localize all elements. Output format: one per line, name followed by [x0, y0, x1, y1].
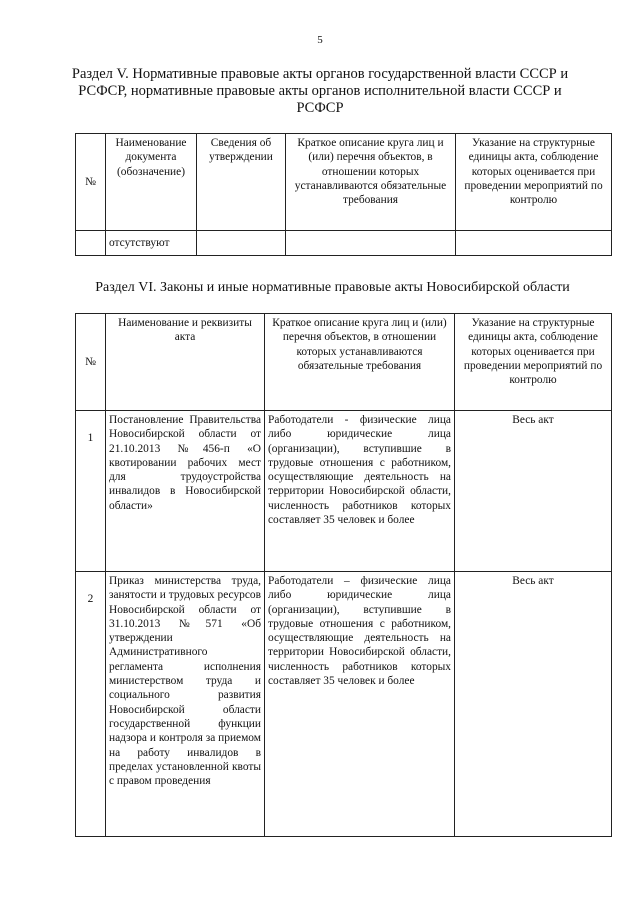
header-document-name: Наименование документа (обозначение)	[106, 134, 197, 231]
cell-approval	[197, 231, 286, 256]
row-number: 2	[76, 572, 106, 837]
header-subjects: Краткое описание круга лиц и (или) перечня объектов, в отношении которых устанавливаются обязательные требования	[265, 314, 455, 411]
section-6-table	[75, 313, 612, 837]
table-header-row	[76, 314, 612, 411]
cell-number	[76, 231, 106, 256]
units-cell: Весь акт	[455, 572, 612, 837]
table-row	[76, 231, 612, 256]
header-structural-units: Указание на структурные единицы акта, соблюдение которых оценивается при проведении мероприятий по контролю	[455, 314, 612, 411]
header-approval-info: Сведения об утверждении	[197, 134, 286, 231]
header-number: №	[76, 314, 106, 411]
table-row	[76, 411, 612, 572]
row-number: 1	[76, 411, 106, 572]
act-name-cell: Приказ министерства труда, занятости и трудовых ресурсов Новосибирской области от 31.10.2013 №571 «Об утверждении Административного регламента исполнения министерством труда и социального развития Новосибирской области государственной функции надзора и контроля за приемом на работу инвалидов в пределах установленной квоты с правом проведения	[106, 572, 265, 837]
subjects-cell: Работодатели - физические лица либо юридические лица (организации), вступившие в трудовые отношения с работником, осуществляющие деятельность на территории Новосибирской области, численность работников которых составляет 35 человек и более	[265, 411, 455, 572]
header-subjects: Краткое описание круга лиц и (или) перечня объектов, в отношении которых устанавливаются обязательные требования	[286, 134, 456, 231]
table-row	[76, 572, 612, 837]
section-5-table	[75, 133, 612, 256]
act-name-cell: Постановление Правительства Новосибирской области от 21.10.2013 №456-п «О квотировании рабочих мест для трудоустройства инвалидов в Новосибирской области»	[106, 411, 265, 572]
header-act-name: Наименование и реквизиты акта	[106, 314, 265, 411]
cell-subjects	[286, 231, 456, 256]
header-number: №	[76, 134, 106, 231]
subjects-cell: Работодатели – физические лица либо юридические лица (организации), вступившие в трудовые отношения с работником, осуществляющие деятельность на территории Новосибирской области, численность работников которых составляет 35 человек и более	[265, 572, 455, 837]
section-5-heading: Раздел V. Нормативные правовые акты органов государственной власти СССР и РСФСР, нормативные правовые акты органов исполнительной власти СССР и РСФСР	[71, 66, 569, 116]
table-header-row	[76, 134, 612, 231]
cell-units	[456, 231, 612, 256]
section-6-heading: Раздел VI. Законы и иные нормативные правовые акты Новосибирской области	[95, 280, 570, 295]
header-structural-units: Указание на структурные единицы акта, соблюдение которых оценивается при проведении мероприятий по контролю	[456, 134, 612, 231]
page-number: 5	[317, 34, 323, 46]
cell-absent: отсутствуют	[106, 231, 197, 256]
units-cell: Весь акт	[455, 411, 612, 572]
